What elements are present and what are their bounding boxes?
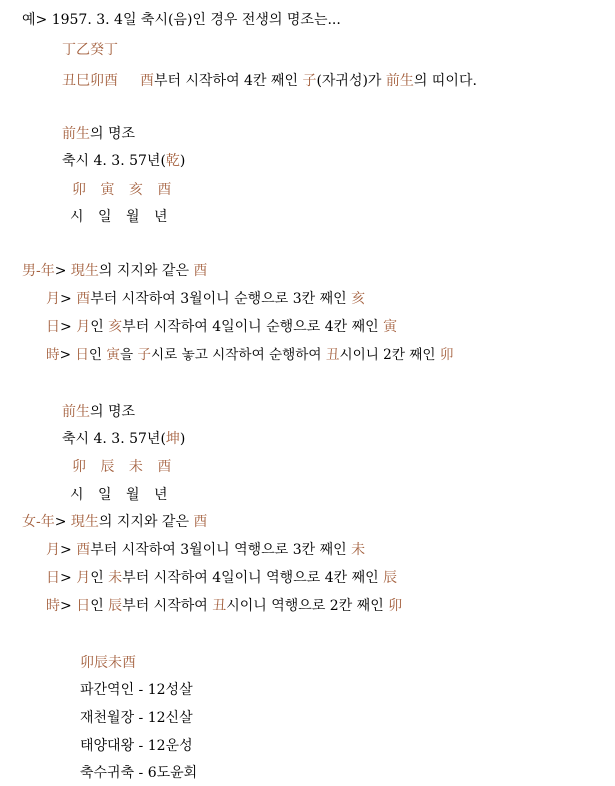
summary-item-text: 축수귀축 - 6도윤회 — [80, 765, 198, 781]
text: 인 — [88, 347, 107, 363]
hanja-char: 乾 — [165, 153, 180, 169]
text: ) — [179, 431, 186, 447]
text: 부터 시작하여 3월이니 역행으로 3칸 째인 — [90, 542, 352, 558]
female-labels — [70, 485, 167, 505]
male-year-line — [22, 261, 207, 281]
text: 부터 시작하여 3월이니 순행으로 3칸 째인 — [90, 291, 352, 307]
label: 년 — [153, 487, 168, 503]
hanja-char: 日 — [46, 319, 60, 335]
hanja-char: 時 — [46, 347, 60, 363]
label: 일 — [97, 487, 112, 503]
text: 의 명조 — [90, 404, 136, 420]
hanja-char: 未 — [108, 570, 123, 586]
intro-text: 예> 1957. 3. 4일 축시(음)인 경우 전생의 명조는... — [22, 12, 341, 28]
hanja-char: 現生 — [70, 514, 99, 530]
label: 일 — [97, 209, 112, 225]
summary-item-text: 태양대왕 - 12운성 — [80, 738, 193, 754]
hanja-char: 現生 — [70, 263, 99, 279]
text: ) — [179, 153, 186, 169]
intro-branches-line — [62, 71, 477, 91]
label: 시 — [70, 209, 84, 225]
hanja-char: 月 — [46, 291, 60, 307]
pillar: 卯 — [72, 182, 86, 198]
hanja-char: 月 — [76, 319, 91, 335]
hanja-char: 酉 — [193, 263, 208, 279]
intro-stems-text: 丁乙癸丁 — [62, 42, 118, 58]
hanja-char: 月 — [76, 570, 91, 586]
text: 의 지지와 같은 — [98, 514, 194, 530]
hanja-char: 男-年 — [22, 263, 55, 279]
text: 부터 시작하여 4칸 째인 — [154, 73, 303, 89]
summary-item — [80, 708, 193, 728]
male-birth — [62, 151, 185, 171]
hanja-char: 前生 — [62, 404, 90, 420]
hanja-char: 酉 — [76, 542, 91, 558]
label: 월 — [125, 487, 140, 503]
summary-title-text: 卯辰未酉 — [80, 655, 136, 671]
hanja-char: 卯 — [388, 598, 403, 614]
intro-line — [22, 10, 341, 30]
text: > — [59, 347, 76, 363]
text: 축시 4. 3. 57년( — [62, 153, 166, 169]
hanja-char: 未 — [351, 542, 366, 558]
text: 부터 시작하여 4일이니 역행으로 4칸 째인 — [122, 570, 384, 586]
hanja-char: 酉 — [76, 291, 91, 307]
hanja-char: 辰 — [383, 570, 398, 586]
hanja-char: 月 — [46, 542, 60, 558]
hanja-char: 寅 — [383, 319, 398, 335]
text: > — [60, 570, 77, 586]
male-pillars — [72, 180, 171, 200]
pillar: 卯 — [72, 459, 86, 475]
pillar: 未 — [128, 459, 143, 475]
male-hour-line — [46, 345, 453, 365]
female-pillars — [72, 457, 171, 477]
text: 부터 시작하여 4일이니 순행으로 4칸 째인 — [122, 319, 384, 335]
text: (자귀성)가 — [316, 73, 386, 89]
hanja-char: 子 — [302, 73, 317, 89]
hanja-char: 丑 — [325, 347, 340, 363]
hanja-char: 酉 — [140, 73, 154, 89]
hanja-char: 亥 — [108, 319, 123, 335]
text: > — [60, 542, 77, 558]
female-hour-line — [46, 596, 402, 616]
text: 의 지지와 같은 — [98, 263, 194, 279]
male-labels — [70, 207, 167, 227]
text: 인 — [90, 598, 109, 614]
pillar: 酉 — [157, 459, 172, 475]
summary-item — [80, 763, 197, 783]
summary-item — [80, 680, 193, 700]
label: 시 — [70, 487, 84, 503]
hanja-char: 寅 — [106, 347, 120, 363]
female-month-line — [46, 540, 365, 560]
hanja-char: 卯 — [439, 347, 454, 363]
hanja-char: 酉 — [193, 514, 208, 530]
text: 을 — [119, 347, 138, 363]
text: 부터 시작하여 — [122, 598, 213, 614]
pillar: 酉 — [157, 182, 172, 198]
hanja-char: 日 — [46, 570, 60, 586]
text: 의 명조 — [90, 126, 136, 142]
text: 시이니 2칸 째인 — [339, 347, 440, 363]
text: 인 — [90, 319, 109, 335]
hanja-char: 子 — [137, 347, 151, 363]
male-month-line — [46, 289, 365, 309]
hanja-char: 時 — [46, 598, 60, 614]
label: 년 — [153, 209, 168, 225]
pillar: 亥 — [128, 182, 143, 198]
summary-item-text: 파간역인 - 12성살 — [80, 682, 193, 698]
hanja-char: 日 — [76, 598, 91, 614]
text: > — [60, 319, 77, 335]
female-day-line — [46, 568, 397, 588]
summary-item — [80, 736, 193, 756]
male-heading — [62, 124, 135, 144]
female-birth — [62, 429, 185, 449]
text: > — [54, 263, 71, 279]
label: 월 — [125, 209, 140, 225]
hanja-char: 前生 — [62, 126, 90, 142]
intro-stems — [62, 40, 118, 60]
text: > — [60, 291, 77, 307]
text: 인 — [90, 570, 109, 586]
hanja-char: 亥 — [351, 291, 366, 307]
summary-title — [80, 653, 136, 673]
male-day-line — [46, 317, 397, 337]
text: 시이니 역행으로 2칸 째인 — [226, 598, 389, 614]
female-year-line — [22, 512, 207, 532]
summary-item-text: 재천월장 - 12신살 — [80, 710, 193, 726]
text: 의 띠이다. — [413, 73, 477, 89]
text: 시로 놓고 시작하여 순행하여 — [151, 347, 326, 363]
hanja-char: 女-年 — [22, 514, 55, 530]
text: > — [54, 514, 71, 530]
pillar: 辰 — [100, 459, 115, 475]
hanja-char: 日 — [75, 347, 89, 363]
text: 축시 4. 3. 57년( — [62, 431, 166, 447]
hanja-char: 丑 — [212, 598, 227, 614]
text: > — [60, 598, 77, 614]
intro-branches: 丑巳卯酉 — [62, 73, 118, 89]
female-heading — [62, 402, 135, 422]
hanja-char: 辰 — [108, 598, 123, 614]
hanja-char: 坤 — [165, 431, 180, 447]
pillar: 寅 — [100, 182, 115, 198]
hanja-char: 前生 — [385, 73, 414, 89]
